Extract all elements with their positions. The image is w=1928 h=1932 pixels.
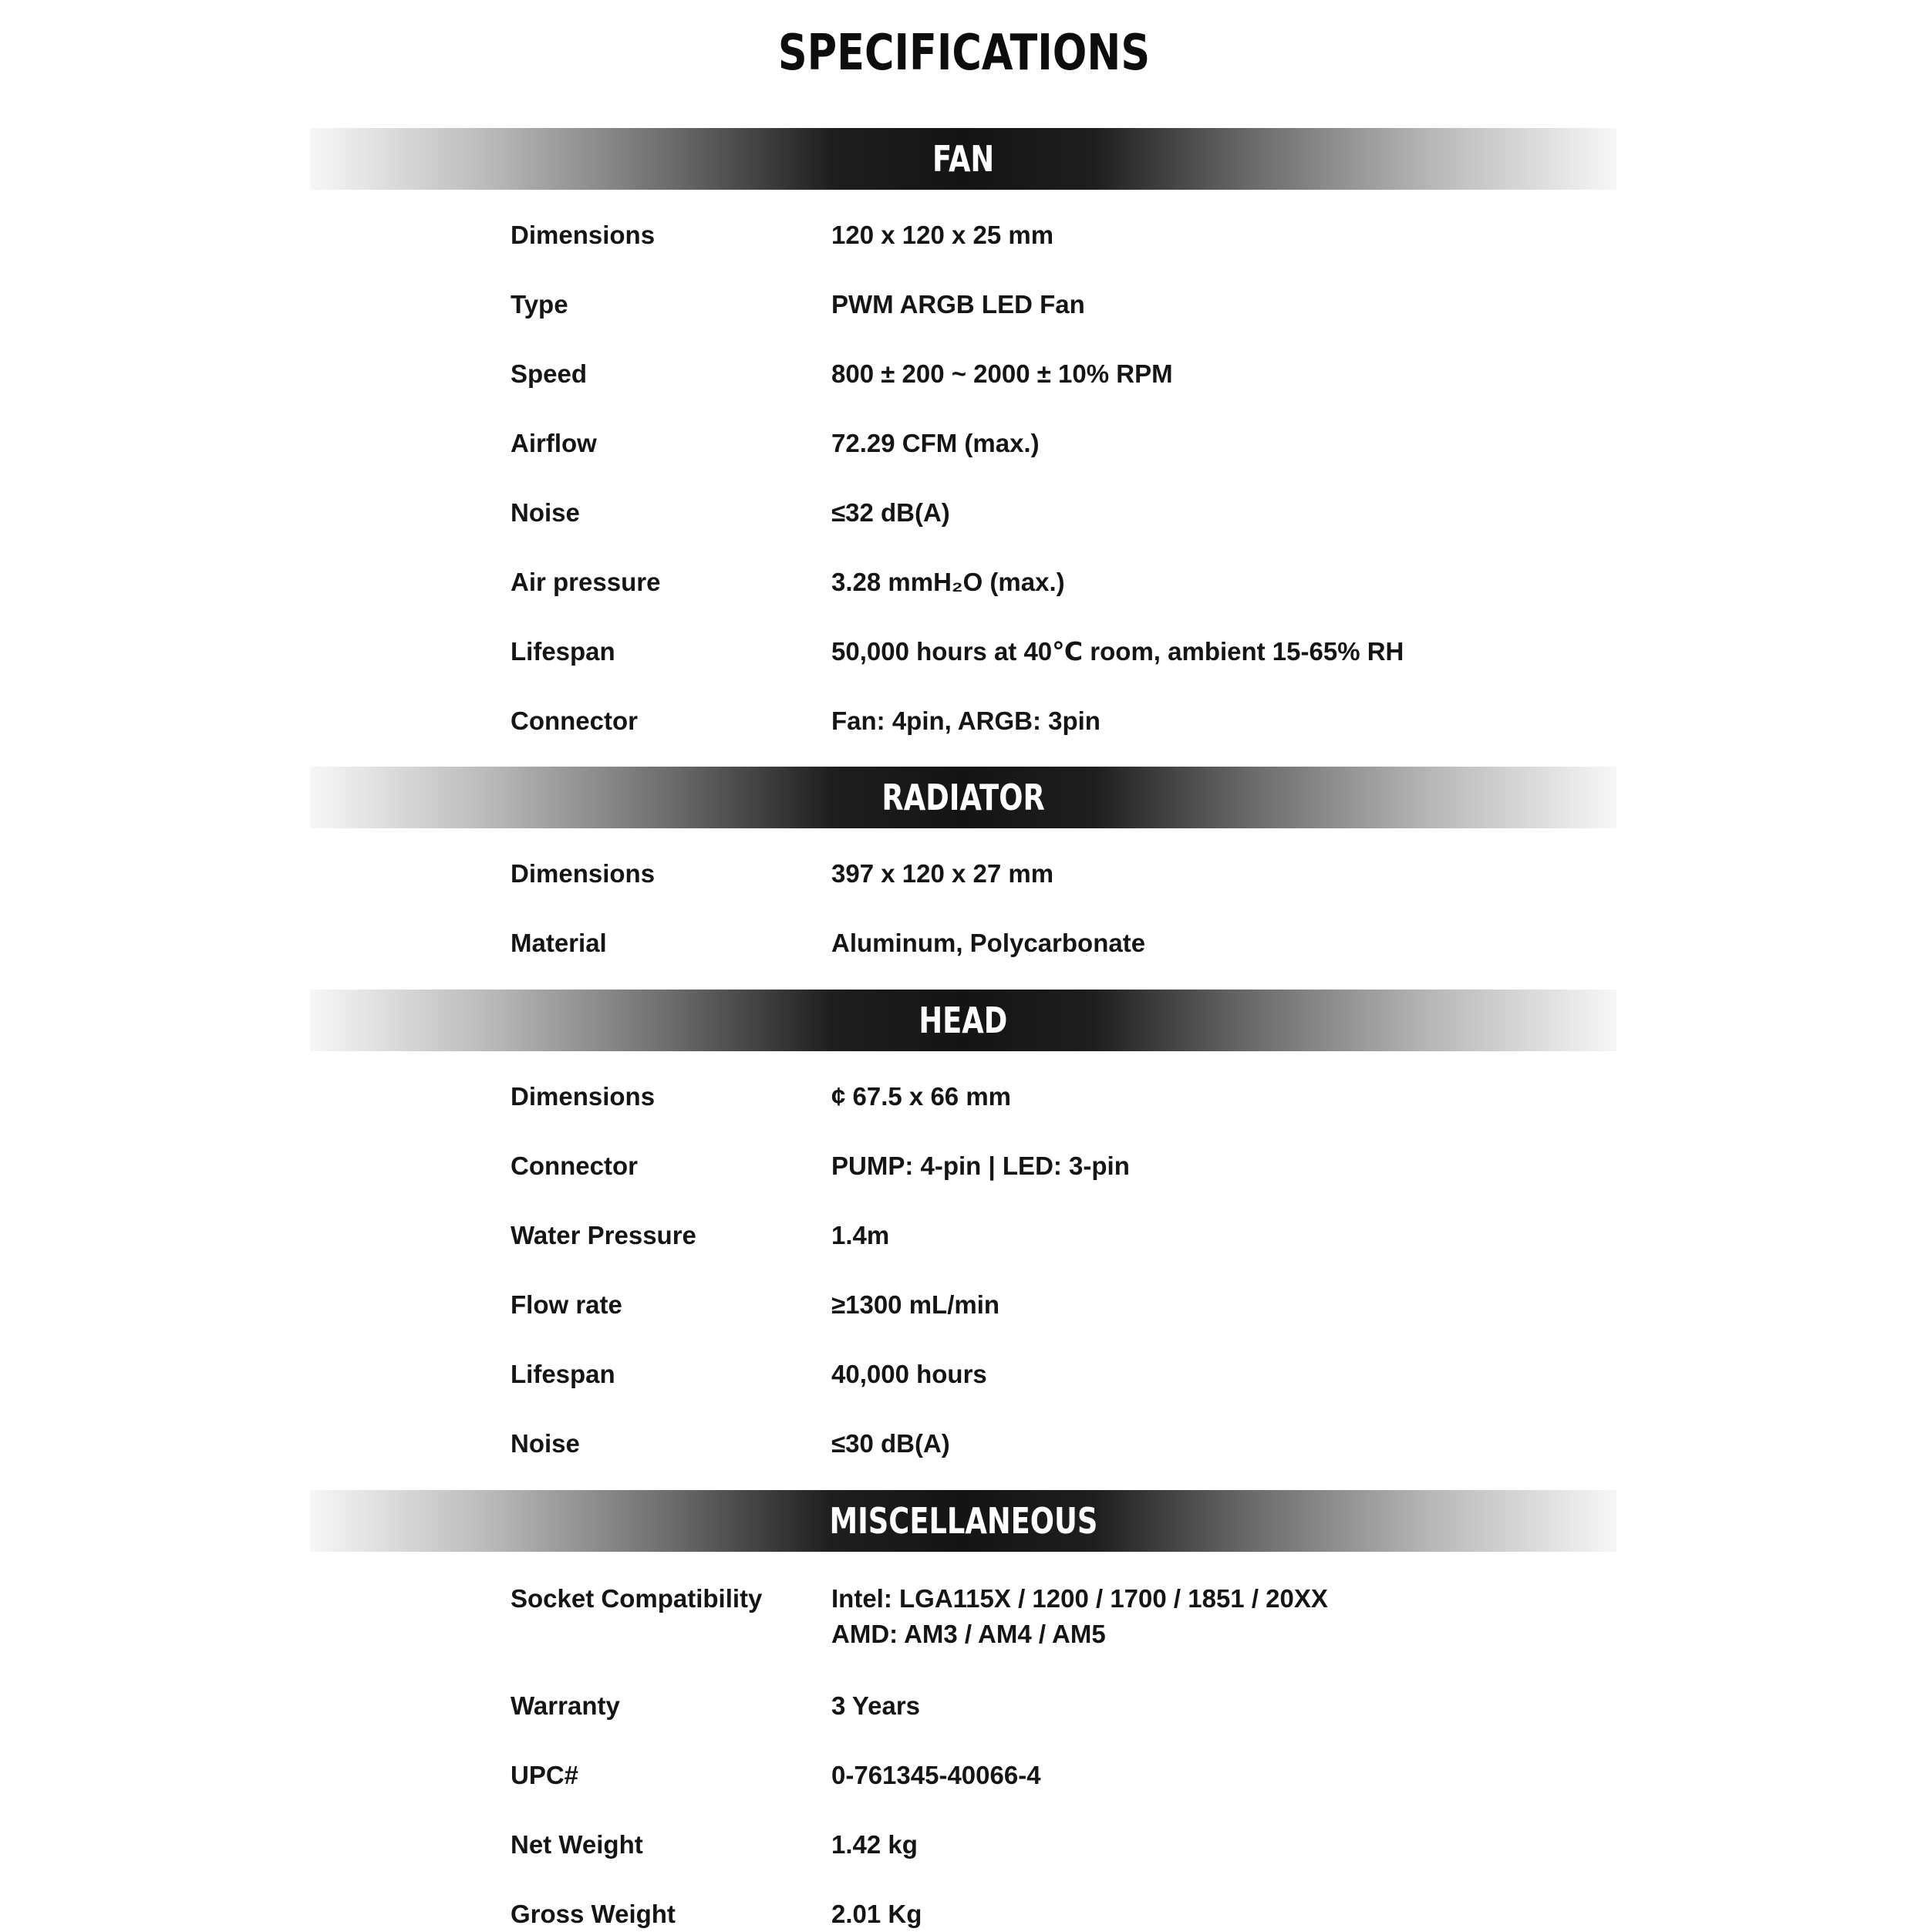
spec-value: 1.42 kg (831, 1830, 918, 1859)
page-title: SPECIFICATIONS (777, 25, 1151, 82)
spec-value: 3 Years (831, 1691, 921, 1720)
spec-value-line: Intel: LGA115X / 1200 / 1700 / 1851 / 20XX (831, 1584, 1328, 1613)
spec-label: Connector (511, 706, 638, 735)
spec-label: Speed (511, 359, 588, 388)
spec-value: 40,000 hours (831, 1360, 987, 1388)
spec-label: Gross Weight (511, 1900, 676, 1928)
spec-value: ≤32 dB(A) (831, 498, 950, 527)
section-header-miscellaneous (310, 1490, 1616, 1552)
section-label: MISCELLANEOUS (829, 1500, 1097, 1542)
spec-value: PWM ARGB LED Fan (831, 290, 1085, 319)
spec-label: Water Pressure (511, 1221, 696, 1249)
section-label: RADIATOR (881, 777, 1045, 818)
spec-value: 397 x 120 x 27 mm (831, 859, 1054, 888)
spec-value: Aluminum, Polycarbonate (831, 929, 1146, 957)
spec-label: Warranty (511, 1691, 620, 1720)
spec-label: Socket Compatibility (511, 1584, 763, 1613)
spec-label: Lifespan (511, 1360, 615, 1388)
spec-label: Dimensions (511, 859, 656, 888)
spec-value: 50,000 hours at 40℃ room, ambient 15-65% RH (831, 637, 1404, 666)
spec-value: Fan: 4pin, ARGB: 3pin (831, 706, 1101, 735)
spec-value: ≥1300 mL/min (831, 1290, 1000, 1319)
spec-value: ≤30 dB(A) (831, 1429, 950, 1458)
spec-value: 1.4m (831, 1221, 890, 1249)
spec-value: 72.29 CFM (max.) (831, 429, 1040, 457)
section-header-radiator (310, 767, 1616, 828)
spec-label: UPC# (511, 1761, 579, 1789)
spec-value: ¢ 67.5 x 66 mm (831, 1082, 1011, 1111)
spec-label: Noise (511, 498, 580, 527)
section-header-fan (310, 128, 1616, 190)
spec-label: Flow rate (511, 1290, 622, 1319)
spec-label: Air pressure (511, 568, 661, 596)
section-label: HEAD (918, 1000, 1008, 1041)
spec-value: 2.01 Kg (831, 1900, 922, 1928)
spec-value: 120 x 120 x 25 mm (831, 221, 1054, 249)
spec-value: 3.28 mmH₂O (max.) (831, 568, 1065, 596)
spec-label: Net Weight (511, 1830, 643, 1859)
spec-label: Dimensions (511, 221, 656, 249)
section-header-head (310, 990, 1616, 1051)
spec-value-line: AMD: AM3 / AM4 / AM5 (831, 1620, 1106, 1648)
spec-label: Dimensions (511, 1082, 656, 1111)
spec-value: 800 ± 200 ~ 2000 ± 10% RPM (831, 359, 1173, 388)
section-label: FAN (932, 138, 995, 180)
spec-value (831, 1581, 1328, 1652)
spec-label: Noise (511, 1429, 580, 1458)
spec-value: PUMP: 4-pin | LED: 3-pin (831, 1151, 1130, 1180)
spec-label: Type (511, 290, 568, 319)
spec-label: Connector (511, 1151, 638, 1180)
spec-label: Lifespan (511, 637, 615, 666)
spec-label: Material (511, 929, 607, 957)
spec-value: 0-761345-40066-4 (831, 1761, 1041, 1789)
spec-label: Airflow (511, 429, 597, 457)
